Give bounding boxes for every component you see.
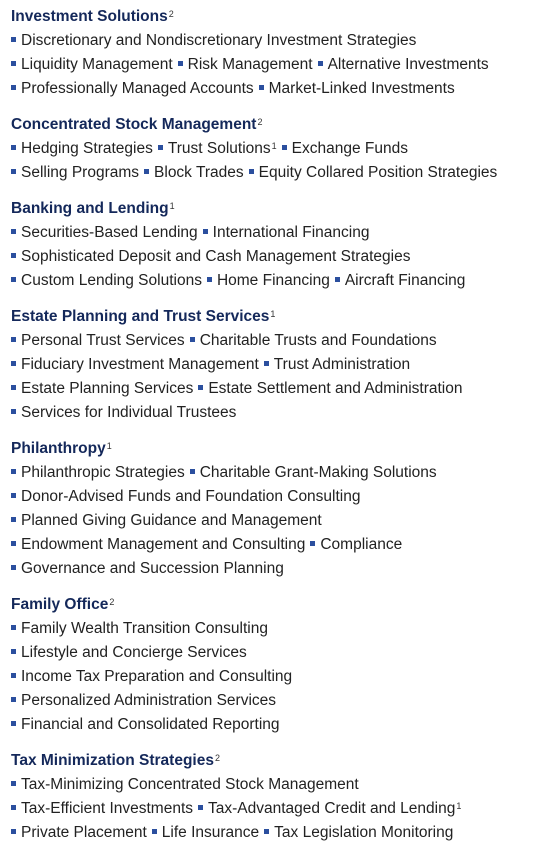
service-item-label: Sophisticated Deposit and Cash Management Strategies — [21, 248, 411, 265]
square-bullet-icon — [11, 361, 16, 366]
square-bullet-icon — [11, 37, 16, 42]
service-item-label: Selling Programs — [21, 164, 140, 181]
service-item — [158, 138, 277, 160]
service-item-label: Discretionary and Nondiscretionary Investment Strategies — [21, 32, 417, 49]
service-item — [11, 330, 185, 352]
section-heading-text: Investment Solutions — [11, 8, 168, 25]
service-item-label: Hedging Strategies — [21, 140, 153, 157]
section-heading — [11, 198, 175, 220]
square-bullet-icon — [264, 829, 269, 834]
square-bullet-icon — [259, 85, 264, 90]
service-line — [11, 330, 437, 352]
service-item — [264, 354, 410, 376]
service-line — [11, 270, 465, 292]
square-bullet-icon — [11, 721, 16, 726]
service-item — [11, 618, 268, 640]
service-line — [11, 222, 369, 244]
service-item-label: Tax-Advantaged Credit and Lending — [208, 800, 456, 817]
section-heading — [11, 6, 174, 28]
square-bullet-icon — [11, 697, 16, 702]
service-item — [11, 222, 198, 244]
footnote-marker: 1 — [169, 201, 175, 211]
service-item-label: Endowment Management and Consulting — [21, 536, 306, 553]
service-item — [11, 270, 202, 292]
service-item — [11, 558, 284, 580]
square-bullet-icon — [11, 673, 16, 678]
footnote-marker: 1 — [106, 441, 112, 451]
service-item — [264, 822, 453, 844]
square-bullet-icon — [264, 361, 269, 366]
service-item-label: Trust Solutions — [167, 140, 271, 157]
service-item — [249, 162, 498, 184]
square-bullet-icon — [318, 61, 323, 66]
square-bullet-icon — [282, 145, 287, 150]
service-item — [11, 666, 292, 688]
service-item-label: International Financing — [212, 224, 370, 241]
service-item — [178, 54, 313, 76]
service-item-label: Block Trades — [154, 164, 244, 181]
square-bullet-icon — [11, 469, 16, 474]
service-item — [11, 162, 139, 184]
service-item — [335, 270, 466, 292]
service-item — [190, 462, 437, 484]
service-item-label: Charitable Trusts and Foundations — [199, 332, 437, 349]
service-item-label: Planned Giving Guidance and Management — [21, 512, 322, 529]
section-heading — [11, 750, 220, 772]
service-item-label: Alternative Investments — [327, 56, 489, 73]
service-line — [11, 30, 416, 52]
service-item — [11, 138, 153, 160]
service-line — [11, 642, 247, 664]
section-heading — [11, 438, 112, 460]
service-item-label: Charitable Grant-Making Solutions — [199, 464, 437, 481]
service-item-label: Family Wealth Transition Consulting — [21, 620, 268, 637]
service-line — [11, 510, 322, 532]
square-bullet-icon — [11, 145, 16, 150]
service-line — [11, 462, 437, 484]
service-item-label: Fiduciary Investment Management — [21, 356, 259, 373]
service-line — [11, 162, 497, 184]
service-item — [11, 354, 259, 376]
service-item — [11, 78, 254, 100]
square-bullet-icon — [11, 541, 16, 546]
service-item-label: Custom Lending Solutions — [21, 272, 202, 289]
section-heading — [11, 594, 114, 616]
service-line — [11, 666, 292, 688]
service-item-label: Risk Management — [187, 56, 313, 73]
service-line — [11, 138, 408, 160]
service-line — [11, 714, 280, 736]
square-bullet-icon — [152, 829, 157, 834]
square-bullet-icon — [203, 229, 208, 234]
section-heading-text: Family Office — [11, 596, 109, 613]
section-heading — [11, 306, 275, 328]
service-item — [11, 486, 361, 508]
service-line — [11, 798, 461, 820]
square-bullet-icon — [11, 169, 16, 174]
service-item — [11, 54, 173, 76]
square-bullet-icon — [11, 829, 16, 834]
service-item-label: Market-Linked Investments — [268, 80, 455, 97]
square-bullet-icon — [335, 277, 340, 282]
footnote-marker: 2 — [109, 597, 115, 607]
square-bullet-icon — [310, 541, 315, 546]
footnote-marker: 2 — [257, 117, 263, 127]
service-item — [11, 246, 410, 268]
square-bullet-icon — [198, 385, 203, 390]
service-item — [190, 330, 437, 352]
section-heading-text: Concentrated Stock Management — [11, 116, 257, 133]
service-line — [11, 402, 236, 424]
service-item — [11, 774, 359, 796]
service-item — [11, 534, 305, 556]
service-item-label: Estate Settlement and Administration — [208, 380, 463, 397]
service-item-label: Tax Legislation Monitoring — [274, 824, 454, 841]
section-heading-text: Philanthropy — [11, 440, 106, 457]
service-item — [11, 462, 185, 484]
section-heading — [11, 114, 262, 136]
square-bullet-icon — [198, 805, 203, 810]
section-heading-text: Tax Minimization Strategies — [11, 752, 214, 769]
service-line — [11, 690, 276, 712]
service-item-label: Private Placement — [21, 824, 147, 841]
square-bullet-icon — [11, 253, 16, 258]
service-item-label: Equity Collared Position Strategies — [258, 164, 498, 181]
square-bullet-icon — [11, 649, 16, 654]
service-item-label: Philanthropic Strategies — [21, 464, 185, 481]
service-item-label: Lifestyle and Concierge Services — [21, 644, 247, 661]
square-bullet-icon — [11, 493, 16, 498]
service-item-label: Aircraft Financing — [344, 272, 466, 289]
service-item-label: Governance and Succession Planning — [21, 560, 284, 577]
service-item-label: Estate Planning Services — [21, 380, 194, 397]
service-item — [259, 78, 455, 100]
service-item-label: Tax-Efficient Investments — [21, 800, 194, 817]
square-bullet-icon — [11, 277, 16, 282]
service-item-label: Personal Trust Services — [21, 332, 185, 349]
service-item — [11, 714, 280, 736]
service-item-label: Trust Administration — [273, 356, 411, 373]
footnote-marker: 1 — [271, 141, 277, 151]
service-item-label: Exchange Funds — [291, 140, 408, 157]
square-bullet-icon — [11, 565, 16, 570]
service-item-label: Securities-Based Lending — [21, 224, 198, 241]
service-line — [11, 78, 455, 100]
service-line — [11, 354, 410, 376]
service-item-label: Financial and Consolidated Reporting — [21, 716, 280, 733]
service-line — [11, 54, 489, 76]
footnote-marker: 2 — [168, 9, 174, 19]
service-line — [11, 246, 410, 268]
service-item-label: Compliance — [320, 536, 403, 553]
service-line — [11, 378, 463, 400]
square-bullet-icon — [11, 85, 16, 90]
service-item — [282, 138, 408, 160]
service-line — [11, 534, 402, 556]
service-item — [11, 378, 193, 400]
service-item-label: Income Tax Preparation and Consulting — [21, 668, 293, 685]
service-item — [11, 642, 247, 664]
square-bullet-icon — [144, 169, 149, 174]
service-item — [198, 378, 462, 400]
service-item — [11, 798, 193, 820]
square-bullet-icon — [190, 469, 195, 474]
service-item — [11, 690, 276, 712]
service-item — [198, 798, 461, 820]
service-line — [11, 822, 453, 844]
footnote-marker: 2 — [214, 753, 220, 763]
service-item-label: Home Financing — [216, 272, 330, 289]
service-item-label: Professionally Managed Accounts — [21, 80, 254, 97]
service-item — [310, 534, 402, 556]
square-bullet-icon — [190, 337, 195, 342]
service-item — [207, 270, 330, 292]
service-line — [11, 774, 359, 796]
section-heading-text: Estate Planning and Trust Services — [11, 308, 270, 325]
service-item-label: Tax-Minimizing Concentrated Stock Management — [21, 776, 359, 793]
footnote-marker: 1 — [270, 309, 276, 319]
service-item-label: Services for Individual Trustees — [21, 404, 237, 421]
square-bullet-icon — [11, 625, 16, 630]
service-item — [11, 30, 416, 52]
square-bullet-icon — [11, 517, 16, 522]
footnote-marker: 1 — [456, 801, 462, 811]
service-line — [11, 558, 284, 580]
square-bullet-icon — [11, 409, 16, 414]
service-item — [11, 510, 322, 532]
service-item-label: Life Insurance — [161, 824, 260, 841]
square-bullet-icon — [11, 805, 16, 810]
square-bullet-icon — [207, 277, 212, 282]
square-bullet-icon — [158, 145, 163, 150]
service-item — [203, 222, 370, 244]
service-item-label: Liquidity Management — [21, 56, 173, 73]
square-bullet-icon — [11, 229, 16, 234]
service-item — [318, 54, 489, 76]
square-bullet-icon — [11, 61, 16, 66]
square-bullet-icon — [11, 385, 16, 390]
square-bullet-icon — [178, 61, 183, 66]
service-item-label: Personalized Administration Services — [21, 692, 277, 709]
section-heading-text: Banking and Lending — [11, 200, 169, 217]
service-item — [152, 822, 259, 844]
service-line — [11, 486, 361, 508]
service-item-label: Donor-Advised Funds and Foundation Consulting — [21, 488, 361, 505]
service-item — [144, 162, 244, 184]
service-line — [11, 618, 268, 640]
service-item — [11, 402, 236, 424]
square-bullet-icon — [11, 337, 16, 342]
service-item — [11, 822, 147, 844]
square-bullet-icon — [249, 169, 254, 174]
square-bullet-icon — [11, 781, 16, 786]
